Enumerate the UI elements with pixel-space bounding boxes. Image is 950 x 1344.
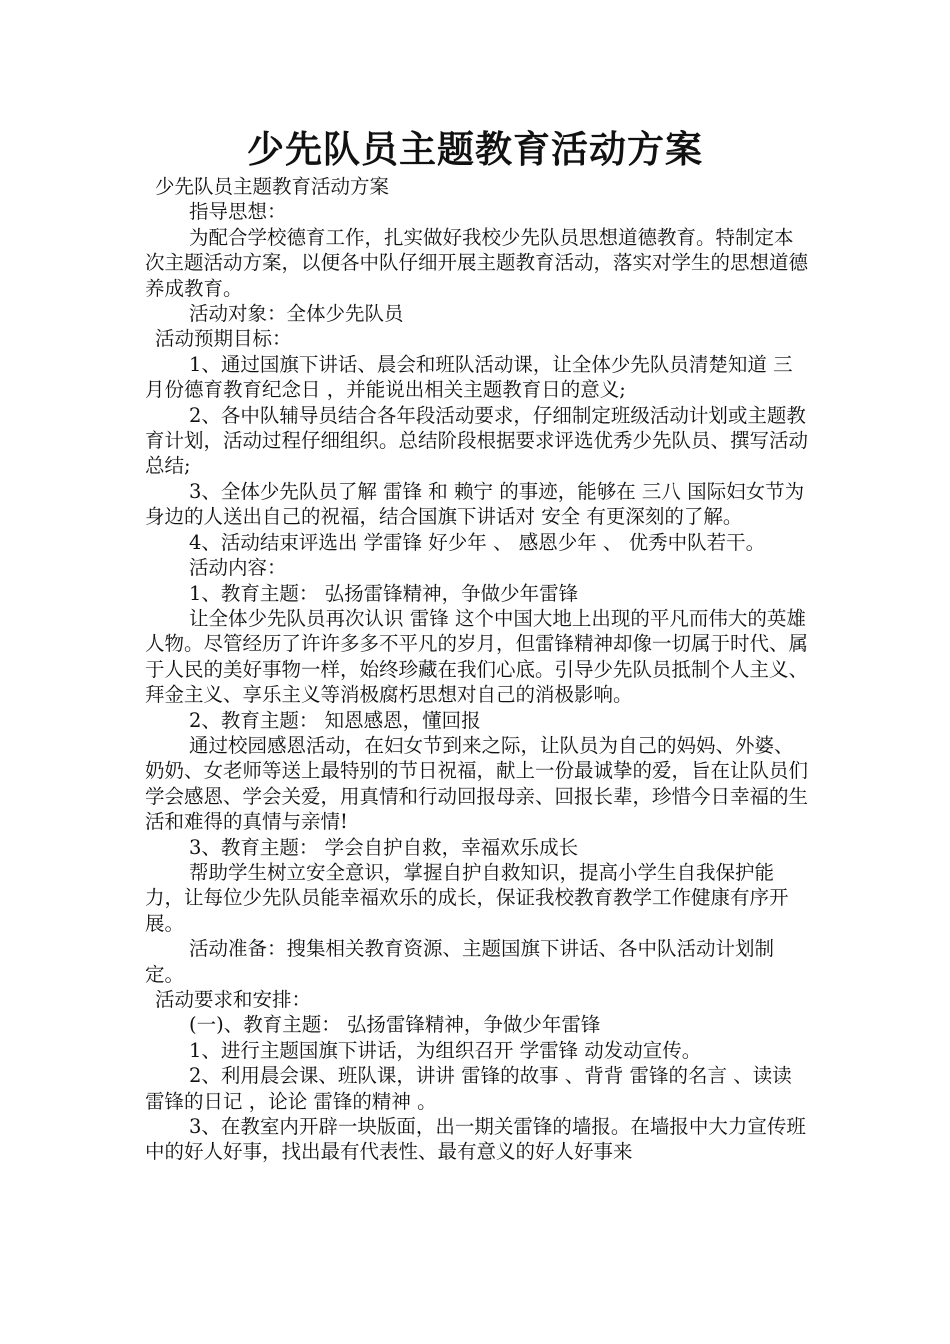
paragraph-20: 2、利用晨会课、班队课，讲讲 雷锋的故事 、背背 雷锋的名言 、读读 雷锋的日记 ，论论 雷锋的精神 。 [145, 1064, 792, 1113]
paragraph-0: 少先队员主题教育活动方案 [155, 175, 390, 198]
paragraph-14: 3、教育主题： 学会自护自救，幸福欢乐成长 [189, 835, 579, 859]
paragraph-11: 让全体少先队员再次认识 雷锋 这个中国大地上出现的平凡而伟大的英雄人物。尽管经历了许许多多不平凡的岁月，但雷锋精神却像一切属于时代、属于人民的美好事物一样，始终珍藏在我们心底。引导少先队员抵制个人主义、拜金主义、享乐主义等消极腐朽思想对自己的消极影响。 [145, 606, 809, 707]
paragraph-1: 指导思想： [189, 200, 287, 224]
paragraph-5: 1、通过国旗下讲话、晨会和班队活动课，让全体少先队员清楚知道 三月份德育教育纪念日 ，并能说出相关主题教育日的意义; [145, 352, 793, 402]
paragraph-7: 3、全体少先队员了解 雷锋 和 赖宁 的事迹，能够在 三八 国际妇女节为身边的人送出自己的祝福，结合国旗下讲话对 安全 有更深刻的了解。 [145, 479, 805, 529]
paragraph-13: 通过校园感恩活动，在妇女节到来之际，让队员为自己的妈妈、外婆、奶奶、女老师等送上最特别的节日祝福，献上一份最诚挚的爱，旨在让队员们学会感恩、学会关爱，用真情和行动回报母亲、回报长辈，珍惜今日幸福的生活和难得的真情与亲情! [145, 733, 809, 834]
paragraph-17: 活动要求和安排： [155, 988, 312, 1011]
paragraph-21: 3、在教室内开辟一块版面，出一期关雷锋的墙报。在墙报中大力宣传班中的好人好事，找出最有代表性、最有意义的好人好事来 [145, 1115, 806, 1164]
paragraph-3: 活动对象：全体少先队员 [189, 302, 404, 326]
paragraph-15: 帮助学生树立安全意识，掌握自护自救知识，提高小学生自我保护能力，让每位少先队员能幸福欢乐的成长，保证我校教育教学工作健康有序开展。 [145, 860, 789, 935]
paragraph-16: 活动准备：搜集相关教育资源、主题国旗下讲话、各中队活动计划制定。 [145, 937, 775, 986]
document-body [145, 174, 810, 1165]
paragraph-18: (一)、教育主题： 弘扬雷锋精神，争做少年雷锋 [189, 1013, 601, 1037]
paragraph-2: 为配合学校德育工作，扎实做好我校少先队员思想道德教育。特制定本次主题活动方案，以便各中队仔细开展主题教育活动，落实对学生的思想道德养成教育。 [145, 225, 809, 300]
paragraph-6: 2、各中队辅导员结合各年段活动要求，仔细制定班级活动计划或主题教育计划，活动过程仔细组织。总结阶段根据要求评选优秀少先队员、撰写活动总结; [145, 403, 809, 478]
paragraph-12: 2、教育主题： 知恩感恩，懂回报 [189, 708, 481, 732]
paragraph-9: 活动内容： [189, 556, 287, 580]
paragraph-19: 1、进行主题国旗下讲话，为组织召开 学雷锋 动发动宣传。 [189, 1038, 702, 1062]
document-title: 少先队员主题教育活动方案 [247, 128, 703, 171]
paragraph-4: 活动预期目标： [155, 327, 292, 351]
paragraph-8: 4、活动结束评选出 学雷锋 好少年 、 感恩少年 、 优秀中队若干。 [189, 530, 766, 554]
paragraph-10: 1、教育主题： 弘扬雷锋精神，争做少年雷锋 [189, 581, 579, 605]
